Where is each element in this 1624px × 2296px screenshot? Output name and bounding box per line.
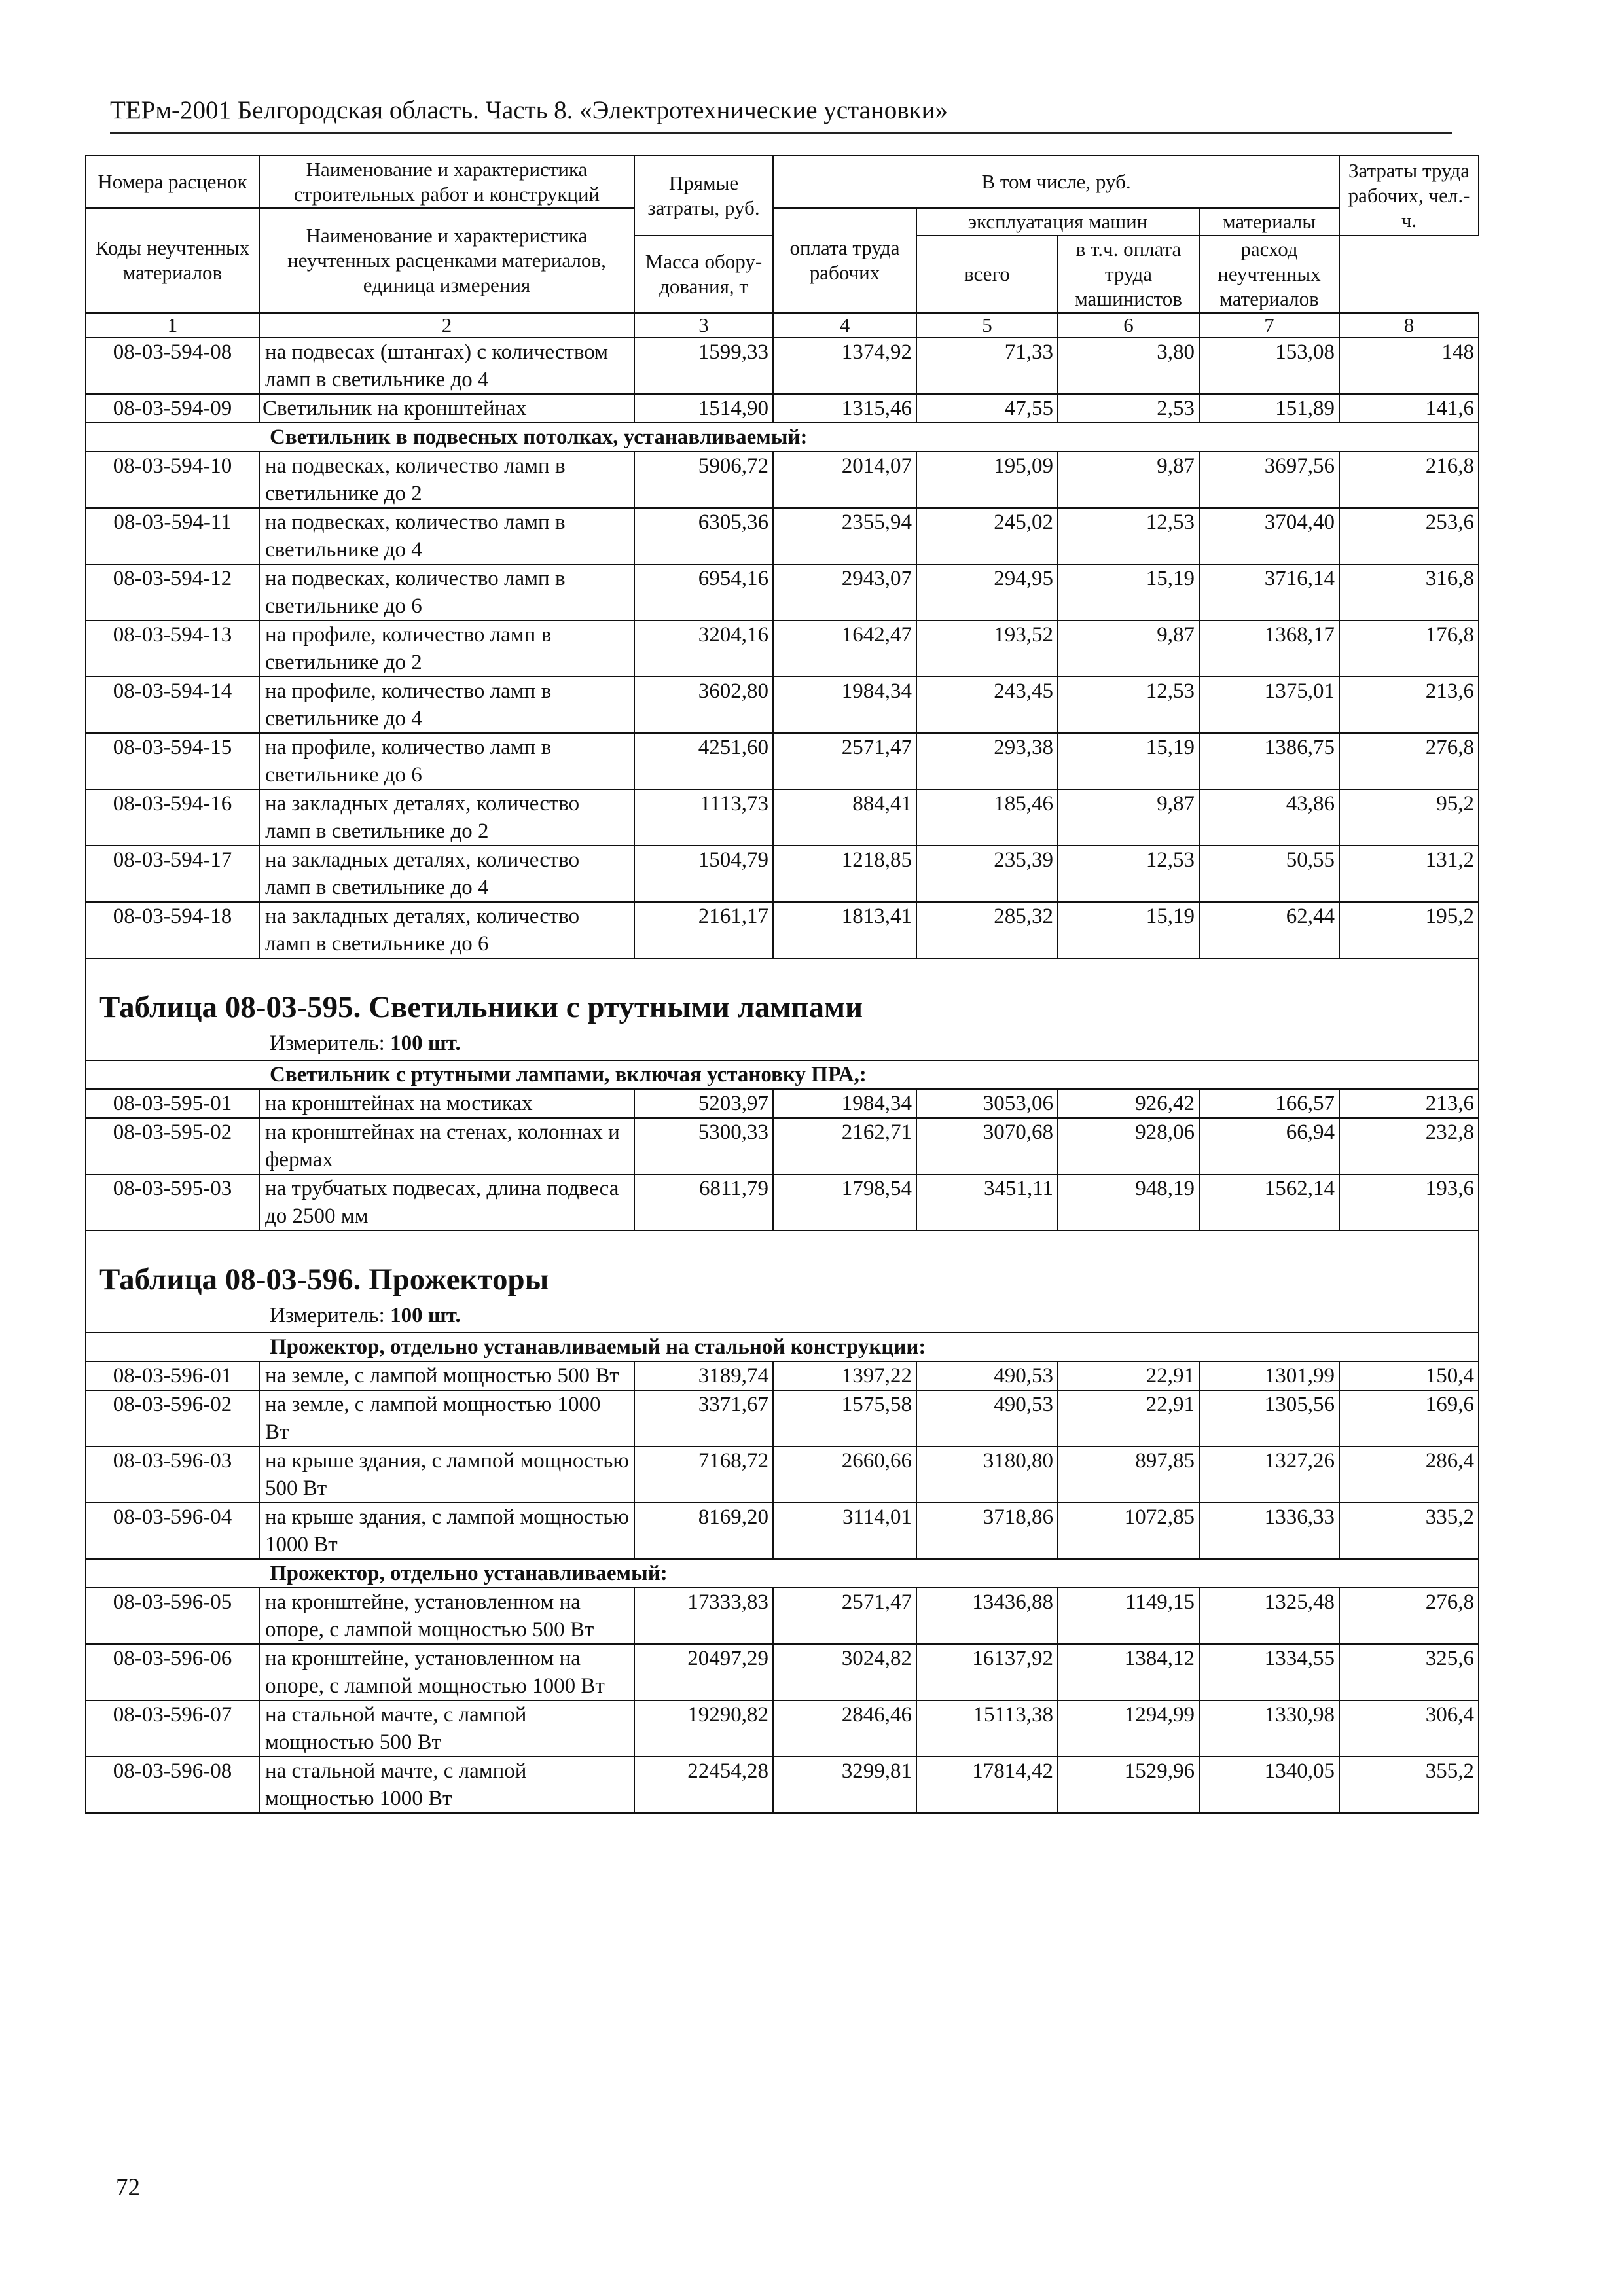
materials-cost: 43,86 <box>1199 789 1339 846</box>
subgroup-heading-row <box>86 1559 1479 1588</box>
rate-code: 08-03-595-02 <box>86 1118 259 1174</box>
header-cell: Коды неучтенных материалов <box>86 208 259 313</box>
rows-595 <box>86 1089 1479 1230</box>
operator-pay: 948,19 <box>1058 1174 1199 1230</box>
worker-pay: 1315,46 <box>773 394 916 423</box>
header-cell: Наименование и характеристика строительных работ и конструкций <box>259 156 634 208</box>
operator-pay: 2,53 <box>1058 394 1199 423</box>
worker-pay: 3024,82 <box>773 1644 916 1700</box>
materials-cost: 1336,33 <box>1199 1503 1339 1559</box>
direct-cost: 3204,16 <box>634 620 773 677</box>
subgroup-heading-row <box>86 423 1479 452</box>
materials-cost: 1340,05 <box>1199 1757 1339 1813</box>
labor-hours: 141,6 <box>1339 394 1479 423</box>
work-name: на подвесках, количество ламп в светильнике до 4 <box>259 508 634 564</box>
operator-pay: 1529,96 <box>1058 1757 1199 1813</box>
table-row <box>86 677 1479 733</box>
worker-pay: 2571,47 <box>773 733 916 789</box>
direct-cost: 4251,60 <box>634 733 773 789</box>
machine-cost: 193,52 <box>916 620 1058 677</box>
direct-cost: 19290,82 <box>634 1700 773 1757</box>
header-cell: расход неучтенных материалов <box>1199 236 1339 313</box>
machine-cost: 3451,11 <box>916 1174 1058 1230</box>
operator-pay: 12,53 <box>1058 846 1199 902</box>
table-row <box>86 733 1479 789</box>
machine-cost: 3053,06 <box>916 1089 1058 1118</box>
operator-pay: 15,19 <box>1058 902 1199 958</box>
worker-pay: 1374,92 <box>773 338 916 394</box>
labor-hours: 325,6 <box>1339 1644 1479 1700</box>
machine-cost: 294,95 <box>916 564 1058 620</box>
rate-code: 08-03-594-08 <box>86 338 259 394</box>
rows-596b <box>86 1588 1479 1813</box>
direct-cost: 2161,17 <box>634 902 773 958</box>
direct-cost: 1504,79 <box>634 846 773 902</box>
section-heading-row <box>86 958 1479 1060</box>
machine-cost: 3180,80 <box>916 1446 1058 1503</box>
labor-hours: 95,2 <box>1339 789 1479 846</box>
subgroup-heading-row <box>86 1060 1479 1089</box>
worker-pay: 1397,22 <box>773 1361 916 1390</box>
operator-pay: 12,53 <box>1058 508 1199 564</box>
machine-cost: 195,09 <box>916 452 1058 508</box>
header-cell: Наименование и характеристика неучтенных расценками материалов, единица измерения <box>259 208 634 313</box>
work-name: на подвесках, количество ламп в светильнике до 6 <box>259 564 634 620</box>
header-cell: Номера расценок <box>86 156 259 208</box>
rate-code: 08-03-594-17 <box>86 846 259 902</box>
materials-cost: 3704,40 <box>1199 508 1339 564</box>
machine-cost: 293,38 <box>916 733 1058 789</box>
materials-cost: 3716,14 <box>1199 564 1339 620</box>
table-row <box>86 564 1479 620</box>
subgroup-heading: Светильник с ртутными лампами, включая установку ПРА,: <box>86 1060 1479 1089</box>
unit-label: Измеритель: <box>270 1031 385 1055</box>
header-cell: В том числе, руб. <box>773 156 1339 208</box>
materials-cost: 1368,17 <box>1199 620 1339 677</box>
direct-cost: 22454,28 <box>634 1757 773 1813</box>
materials-cost: 1327,26 <box>1199 1446 1339 1503</box>
direct-cost: 6305,36 <box>634 508 773 564</box>
direct-cost: 3602,80 <box>634 677 773 733</box>
direct-cost: 1113,73 <box>634 789 773 846</box>
unit-line <box>99 1302 1465 1332</box>
work-name: на закладных деталях, количество ламп в светильнике до 6 <box>259 902 634 958</box>
labor-hours: 335,2 <box>1339 1503 1479 1559</box>
materials-cost: 1325,48 <box>1199 1588 1339 1644</box>
table-row <box>86 1446 1479 1503</box>
header-cell: Затраты труда рабочих, чел.-ч. <box>1339 156 1479 236</box>
table-row <box>86 338 1479 394</box>
table-row <box>86 1174 1479 1230</box>
subgroup-heading: Прожектор, отдельно устанавливаемый на стальной конструкции: <box>86 1333 1479 1361</box>
work-name: на земле, с лампой мощностью 1000 Вт <box>259 1390 634 1446</box>
materials-cost: 1305,56 <box>1199 1390 1339 1446</box>
direct-cost: 3189,74 <box>634 1361 773 1390</box>
worker-pay: 3114,01 <box>773 1503 916 1559</box>
page-number: 72 <box>116 2174 140 2201</box>
materials-cost: 66,94 <box>1199 1118 1339 1174</box>
direct-cost: 5300,33 <box>634 1118 773 1174</box>
header-cell: в т.ч. оплата труда машинистов <box>1058 236 1199 313</box>
column-number: 5 <box>916 313 1058 338</box>
machine-cost: 3718,86 <box>916 1503 1058 1559</box>
work-name: на крыше здания, с лампой мощностью 1000 Вт <box>259 1503 634 1559</box>
table-row <box>86 620 1479 677</box>
subgroup-heading: Светильник в подвесных потолках, устанавливаемый: <box>86 423 1479 452</box>
materials-cost: 62,44 <box>1199 902 1339 958</box>
machine-cost: 185,46 <box>916 789 1058 846</box>
machine-cost: 71,33 <box>916 338 1058 394</box>
column-number: 1 <box>86 313 259 338</box>
column-number: 2 <box>259 313 634 338</box>
worker-pay: 2846,46 <box>773 1700 916 1757</box>
direct-cost: 8169,20 <box>634 1503 773 1559</box>
labor-hours: 316,8 <box>1339 564 1479 620</box>
materials-cost: 151,89 <box>1199 394 1339 423</box>
section-title-596: Таблица 08-03-596. Прожекторы <box>99 1263 549 1297</box>
rate-code: 08-03-594-12 <box>86 564 259 620</box>
direct-cost: 20497,29 <box>634 1644 773 1700</box>
work-name: на подвесках, количество ламп в светильнике до 2 <box>259 452 634 508</box>
table-row <box>86 1588 1479 1644</box>
table-row <box>86 1700 1479 1757</box>
labor-hours: 216,8 <box>1339 452 1479 508</box>
work-name: на стальной мачте, с лампой мощностью 500 Вт <box>259 1700 634 1757</box>
work-name: на трубчатых подвесах, длина подвеса до 2500 мм <box>259 1174 634 1230</box>
materials-cost: 1375,01 <box>1199 677 1339 733</box>
machine-cost: 285,32 <box>916 902 1058 958</box>
machine-cost: 15113,38 <box>916 1700 1058 1757</box>
direct-cost: 5203,97 <box>634 1089 773 1118</box>
direct-cost: 1514,90 <box>634 394 773 423</box>
table-row <box>86 1118 1479 1174</box>
header-cell: Прямые затраты, руб. <box>634 156 773 236</box>
machine-cost: 235,39 <box>916 846 1058 902</box>
labor-hours: 355,2 <box>1339 1757 1479 1813</box>
worker-pay: 2014,07 <box>773 452 916 508</box>
operator-pay: 15,19 <box>1058 733 1199 789</box>
operator-pay: 1072,85 <box>1058 1503 1199 1559</box>
rate-code: 08-03-596-06 <box>86 1644 259 1700</box>
rows-596a <box>86 1361 1479 1559</box>
labor-hours: 213,6 <box>1339 677 1479 733</box>
column-number: 7 <box>1199 313 1339 338</box>
operator-pay: 926,42 <box>1058 1089 1199 1118</box>
unit-value: 100 шт. <box>390 1031 461 1055</box>
rate-code: 08-03-594-16 <box>86 789 259 846</box>
subgroup-heading-row <box>86 1333 1479 1361</box>
machine-cost: 490,53 <box>916 1390 1058 1446</box>
materials-cost: 1386,75 <box>1199 733 1339 789</box>
materials-cost: 3697,56 <box>1199 452 1339 508</box>
column-number: 4 <box>773 313 916 338</box>
worker-pay: 1984,34 <box>773 677 916 733</box>
worker-pay: 1798,54 <box>773 1174 916 1230</box>
rate-code: 08-03-596-05 <box>86 1588 259 1644</box>
work-name: на профиле, количество ламп в светильнике до 2 <box>259 620 634 677</box>
labor-hours: 276,8 <box>1339 1588 1479 1644</box>
direct-cost: 1599,33 <box>634 338 773 394</box>
column-number: 3 <box>634 313 773 338</box>
labor-hours: 306,4 <box>1339 1700 1479 1757</box>
rate-code: 08-03-594-15 <box>86 733 259 789</box>
labor-hours: 286,4 <box>1339 1446 1479 1503</box>
machine-cost: 243,45 <box>916 677 1058 733</box>
rate-code: 08-03-594-10 <box>86 452 259 508</box>
operator-pay: 897,85 <box>1058 1446 1199 1503</box>
table-row <box>86 1361 1479 1390</box>
work-name: на кронштейнах на стенах, колоннах и фермах <box>259 1118 634 1174</box>
labor-hours: 169,6 <box>1339 1390 1479 1446</box>
rate-code: 08-03-594-18 <box>86 902 259 958</box>
operator-pay: 1294,99 <box>1058 1700 1199 1757</box>
labor-hours: 213,6 <box>1339 1089 1479 1118</box>
rate-code: 08-03-594-13 <box>86 620 259 677</box>
machine-cost: 490,53 <box>916 1361 1058 1390</box>
rate-code: 08-03-596-08 <box>86 1757 259 1813</box>
rate-code: 08-03-595-03 <box>86 1174 259 1230</box>
direct-cost: 3371,67 <box>634 1390 773 1446</box>
work-name: на закладных деталях, количество ламп в светильнике до 2 <box>259 789 634 846</box>
table-row <box>86 846 1479 902</box>
rate-code: 08-03-594-14 <box>86 677 259 733</box>
machine-cost: 13436,88 <box>916 1588 1058 1644</box>
materials-cost: 1562,14 <box>1199 1174 1339 1230</box>
running-header: ТЕРм-2001 Белгородская область. Часть 8. «Электротехнические установки» <box>110 96 1452 134</box>
table-row <box>86 394 1479 423</box>
machine-cost: 17814,42 <box>916 1757 1058 1813</box>
materials-cost: 50,55 <box>1199 846 1339 902</box>
rate-code: 08-03-594-09 <box>86 394 259 423</box>
direct-cost: 7168,72 <box>634 1446 773 1503</box>
materials-cost: 1330,98 <box>1199 1700 1339 1757</box>
work-name: Светильник на кронштейнах <box>259 394 634 423</box>
table-row <box>86 452 1479 508</box>
unit-line <box>99 1030 1465 1060</box>
rate-code: 08-03-596-03 <box>86 1446 259 1503</box>
direct-cost: 6954,16 <box>634 564 773 620</box>
worker-pay: 1218,85 <box>773 846 916 902</box>
header-cell: Масса обору-дования, т <box>634 236 773 313</box>
table-row <box>86 508 1479 564</box>
labor-hours: 276,8 <box>1339 733 1479 789</box>
operator-pay: 928,06 <box>1058 1118 1199 1174</box>
rows-b <box>86 452 1479 958</box>
operator-pay: 15,19 <box>1058 564 1199 620</box>
worker-pay: 2355,94 <box>773 508 916 564</box>
rate-code: 08-03-596-07 <box>86 1700 259 1757</box>
work-name: на кронштейне, установленном на опоре, с лампой мощностью 1000 Вт <box>259 1644 634 1700</box>
labor-hours: 150,4 <box>1339 1361 1479 1390</box>
labor-hours: 148 <box>1339 338 1479 394</box>
work-name: на профиле, количество ламп в светильнике до 4 <box>259 677 634 733</box>
direct-cost: 5906,72 <box>634 452 773 508</box>
worker-pay: 884,41 <box>773 789 916 846</box>
work-name: на кронштейнах на мостиках <box>259 1089 634 1118</box>
work-name: на подвесах (штангах) с количеством ламп в светильнике до 4 <box>259 338 634 394</box>
price-table <box>85 155 1479 1814</box>
machine-cost: 16137,92 <box>916 1644 1058 1700</box>
worker-pay: 2943,07 <box>773 564 916 620</box>
work-name: на стальной мачте, с лампой мощностью 1000 Вт <box>259 1757 634 1813</box>
worker-pay: 2660,66 <box>773 1446 916 1503</box>
table-row <box>86 789 1479 846</box>
column-number: 6 <box>1058 313 1199 338</box>
worker-pay: 3299,81 <box>773 1757 916 1813</box>
rate-code: 08-03-596-02 <box>86 1390 259 1446</box>
operator-pay: 22,91 <box>1058 1361 1199 1390</box>
labor-hours: 253,6 <box>1339 508 1479 564</box>
table-row <box>86 1644 1479 1700</box>
subgroup-heading: Прожектор, отдельно устанавливаемый: <box>86 1559 1479 1588</box>
materials-cost: 166,57 <box>1199 1089 1339 1118</box>
rate-code: 08-03-596-01 <box>86 1361 259 1390</box>
table-row <box>86 1390 1479 1446</box>
section-title-595: Таблица 08-03-595. Светильники с ртутными лампами <box>99 990 863 1024</box>
header-cell: всего <box>916 236 1058 313</box>
worker-pay: 1575,58 <box>773 1390 916 1446</box>
table-row <box>86 1757 1479 1813</box>
machine-cost: 3070,68 <box>916 1118 1058 1174</box>
operator-pay: 12,53 <box>1058 677 1199 733</box>
labor-hours: 131,2 <box>1339 846 1479 902</box>
worker-pay: 2571,47 <box>773 1588 916 1644</box>
work-name: на крыше здания, с лампой мощностью 500 Вт <box>259 1446 634 1503</box>
section-heading-row <box>86 1230 1479 1333</box>
operator-pay: 1149,15 <box>1058 1588 1199 1644</box>
machine-cost: 47,55 <box>916 394 1058 423</box>
materials-cost: 153,08 <box>1199 338 1339 394</box>
header-cell: материалы <box>1199 208 1339 236</box>
operator-pay: 9,87 <box>1058 452 1199 508</box>
table-header <box>86 156 1479 338</box>
table-row <box>86 902 1479 958</box>
operator-pay: 9,87 <box>1058 620 1199 677</box>
column-number: 8 <box>1339 313 1479 338</box>
operator-pay: 22,91 <box>1058 1390 1199 1446</box>
unit-label: Измеритель: <box>270 1304 385 1327</box>
direct-cost: 17333,83 <box>634 1588 773 1644</box>
operator-pay: 1384,12 <box>1058 1644 1199 1700</box>
work-name: на земле, с лампой мощностью 500 Вт <box>259 1361 634 1390</box>
labor-hours: 193,6 <box>1339 1174 1479 1230</box>
worker-pay: 2162,71 <box>773 1118 916 1174</box>
work-name: на кронштейне, установленном на опоре, с лампой мощностью 500 Вт <box>259 1588 634 1644</box>
labor-hours: 195,2 <box>1339 902 1479 958</box>
work-name: на профиле, количество ламп в светильнике до 6 <box>259 733 634 789</box>
labor-hours: 232,8 <box>1339 1118 1479 1174</box>
worker-pay: 1813,41 <box>773 902 916 958</box>
worker-pay: 1642,47 <box>773 620 916 677</box>
work-name: на закладных деталях, количество ламп в светильнике до 4 <box>259 846 634 902</box>
direct-cost: 6811,79 <box>634 1174 773 1230</box>
table-row <box>86 1089 1479 1118</box>
unit-value: 100 шт. <box>390 1304 461 1327</box>
materials-cost: 1334,55 <box>1199 1644 1339 1700</box>
operator-pay: 9,87 <box>1058 789 1199 846</box>
labor-hours: 176,8 <box>1339 620 1479 677</box>
header-cell: оплата труда рабочих <box>773 208 916 313</box>
rate-code: 08-03-595-01 <box>86 1089 259 1118</box>
materials-cost: 1301,99 <box>1199 1361 1339 1390</box>
rate-code: 08-03-596-04 <box>86 1503 259 1559</box>
worker-pay: 1984,34 <box>773 1089 916 1118</box>
operator-pay: 3,80 <box>1058 338 1199 394</box>
header-cell: эксплуатация машин <box>916 208 1199 236</box>
rate-code: 08-03-594-11 <box>86 508 259 564</box>
machine-cost: 245,02 <box>916 508 1058 564</box>
table-row <box>86 1503 1479 1559</box>
